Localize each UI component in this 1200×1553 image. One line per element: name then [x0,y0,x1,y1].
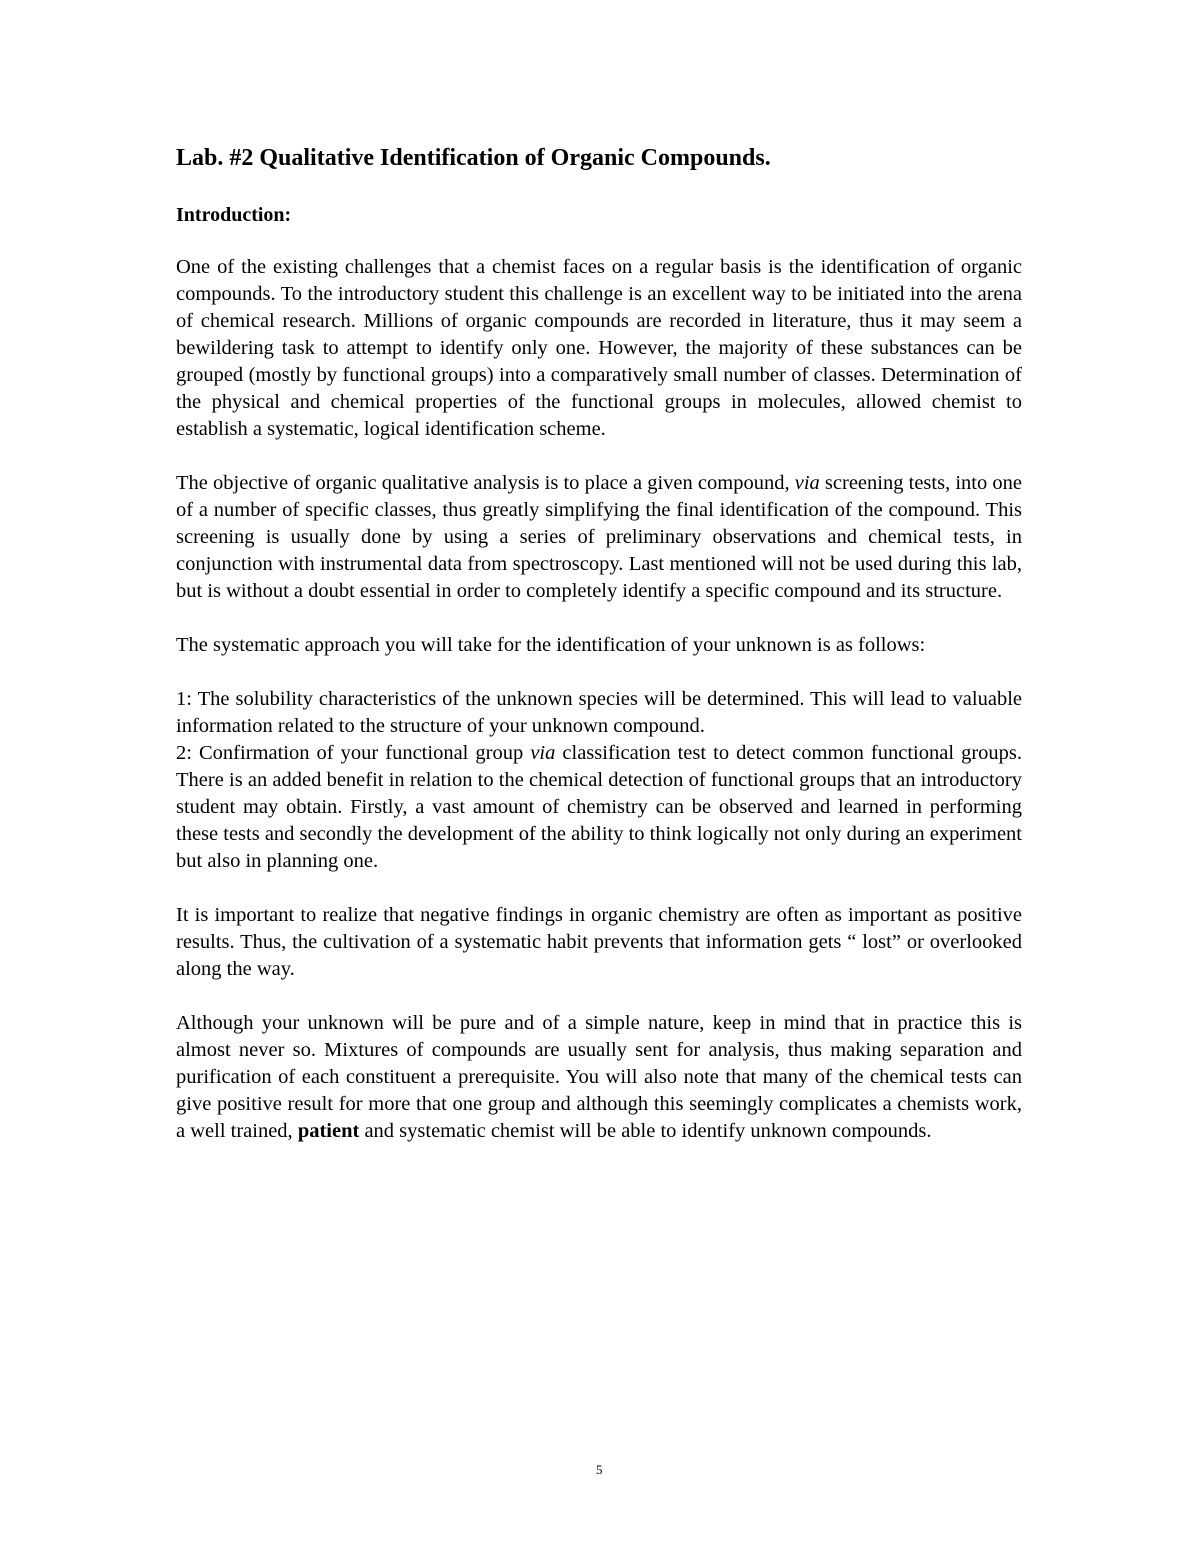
list-item-solubility: 1: The solubility characteristics of the unknown species will be determined. This will lead to valuable information related to the structure of your unknown compound. [176,688,1022,737]
page-number: 5 [596,1462,603,1477]
paragraph-challenges: One of the existing challenges that a chemist faces on a regular basis is the identification of organic compounds. To the introductory student this challenge is an excellent way to be initiated into the arena of chemical research. Millions of organic compounds are recorded in literature, thus it may seem a bewildering task to attempt to identify only one. However, the majority of these substances can be grouped (mostly by functional groups) into a comparatively small number of classes. Determination of the physical and chemical properties of the functional groups in molecules, allowed chemist to establish a systematic, logical identification scheme. [176,256,1022,440]
document-body [176,254,1022,1172]
document-title: Lab. #2 Qualitative Identification of Organic Compounds. [176,145,771,171]
list-item-confirmation [176,740,1022,875]
paragraph-negative-findings: It is important to realize that negative findings in organic chemistry are often as important as positive results. Thus, the cultivation of a systematic habit prevents that information gets “ lost” or overlooked along the way. [176,904,1022,980]
paragraph-systematic-approach: The systematic approach you will take for the identification of your unknown is as follows: [176,634,926,656]
list-item-confirmation-text-b: classification test to detect common functional groups. There is an added benefit in relation to the chemical detection of functional groups that an introductory student may obtain. Firstly, a vast amount of chemistry can be observed and learned in performing these tests and secondly the development of the ability to think logically not only during an experiment but also in planning one. [176,742,1023,872]
paragraph-mixtures-patient: patient [297,1120,360,1142]
paragraph-mixtures-text-b: and systematic chemist will be able to identify unknown compounds. [359,1120,932,1142]
list-item-confirmation-via: via [530,742,556,764]
paragraph-mixtures [176,1010,1022,1145]
list-item-confirmation-text-a: 2: Confirmation of your functional group [176,742,531,764]
paragraph-mixtures-text-a: Although your unknown will be pure and of a simple nature, keep in mind that in practice this is almost never so. Mixtures of compounds are usually sent for analysis, thus making separation and purification of each constituent a prerequisite. You will also note that many of the chemical tests can give positive result for more that one group and although this seemingly complicates a chemists work, a well trained, [176,1012,1022,1142]
paragraph-objective-text-a: The objective of organic qualitative analysis is to place a given compound, [176,472,795,494]
section-heading-introduction: Introduction: [176,204,292,226]
paragraph-objective [176,470,1022,605]
paragraph-objective-via: via [794,472,820,494]
paragraph-objective-text-b: screening tests, into one of a number of specific classes, thus greatly simplifying the final identification of the compound. This screening is usually done by using a series of preliminary observations and chemical tests, in conjunction with instrumental data from spectroscopy. Last mentioned will not be used during this lab, but is without a doubt essential in order to completely identify a specific compound and its structure. [176,472,1022,602]
